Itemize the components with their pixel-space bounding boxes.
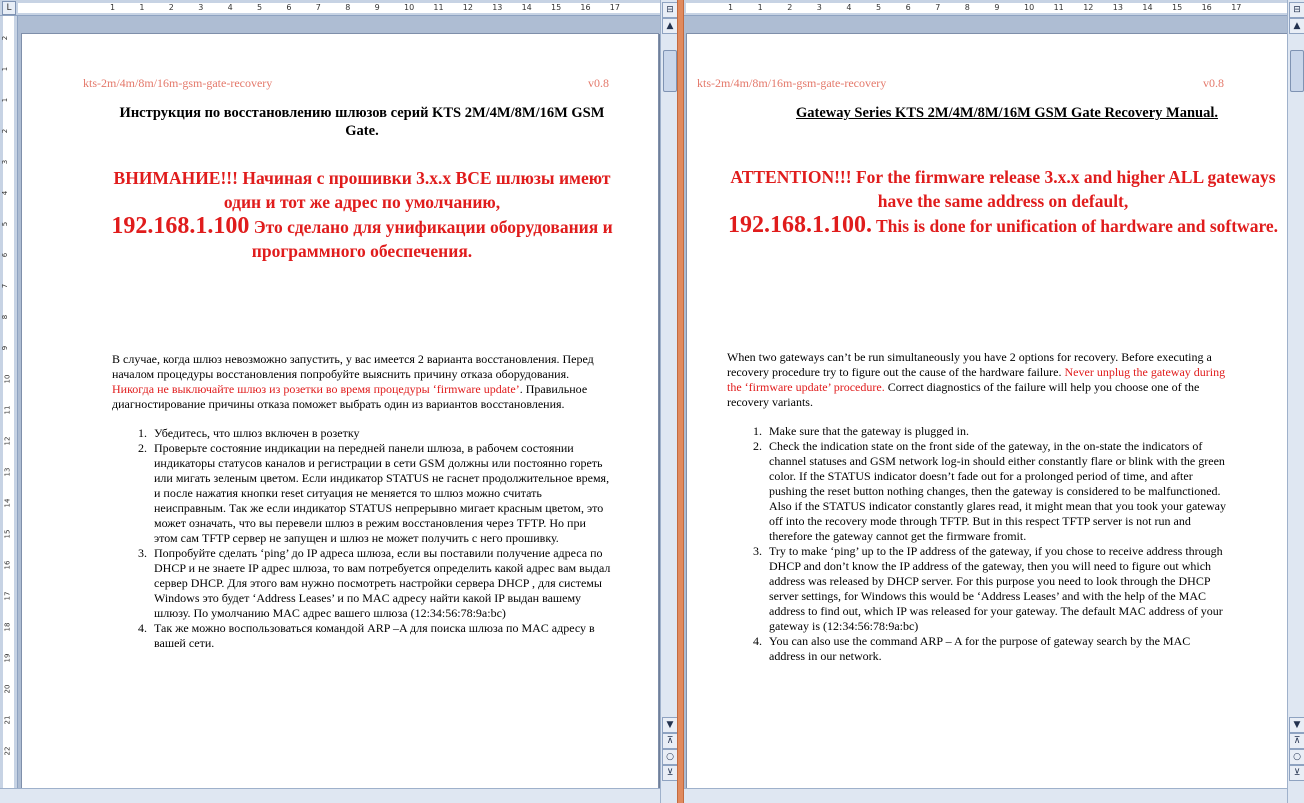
ruler-number: 1 — [1, 97, 10, 103]
ruler-number: 3 — [816, 3, 822, 12]
scroll-down-button[interactable]: ▼ — [662, 717, 677, 733]
ruler-number: 7 — [1, 283, 10, 289]
page-header-left: kts-2m/4m/8m/16m-gsm-gate-recovery — [83, 76, 273, 90]
attention-text-2: Это сделано для унификации оборудования и программного обеспечения. — [249, 217, 613, 261]
ruler-number: 2 — [787, 3, 793, 12]
attention-block — [723, 165, 1283, 238]
ruler-number: 16 — [580, 3, 591, 12]
ruler-number: 17 — [609, 3, 620, 12]
document-body — [727, 350, 1227, 664]
document-page[interactable] — [21, 33, 659, 795]
horizontal-scrollbar[interactable] — [0, 788, 660, 803]
attention-text: ВНИМАНИЕ!!! Начиная с прошивки 3.x.x ВСЕ шлюзы имеют один и тот же адрес по умолчанию, — [113, 168, 611, 212]
list-item: 4. You can also use the command ARP – A for the purpose of gateway search by the MAC address in our network. — [765, 634, 1227, 664]
horizontal-ruler[interactable] — [684, 0, 1287, 16]
ruler-number: 9 — [1, 345, 10, 351]
ruler-number: 22 — [3, 746, 12, 756]
split-box-icon[interactable]: ⊟ — [1289, 2, 1304, 18]
ruler-number: 6 — [905, 3, 911, 12]
vertical-scrollbar[interactable] — [660, 0, 677, 803]
ruler-number: 4 — [227, 3, 233, 12]
scroll-thumb[interactable] — [1290, 50, 1304, 92]
horizontal-scrollbar[interactable] — [684, 788, 1287, 803]
ruler-number: 13 — [3, 467, 12, 477]
ruler-number: 8 — [345, 3, 351, 12]
previous-page-button[interactable]: ⊼ — [662, 733, 677, 749]
list-item: 3. Попробуйте сделать ‘ping’ до IP адреса шлюза, если вы поставили получение адреса по DHCP и не знаете IP адрес шлюза, то вам потребуется определить какой адрес вам выдал сервер DHCP. Для этого вам нужно посмотреть настройки сервера DHCP , для системы Windows это будет ‘Address Leases’ и по MAC адресу найти какой IP выдан вашему шлюзу. По умолчанию MAC адрес вашего шлюза (12:34:56:78:9a:bc) — [150, 546, 612, 621]
ruler-number: 21 — [3, 715, 12, 725]
list-item: 4. Так же можно воспользоваться командой ARP –A для поиска шлюза по MAC адресу в вашей сети. — [150, 621, 612, 651]
ruler-number: 1 — [139, 3, 145, 12]
next-page-button[interactable]: ⊻ — [1289, 765, 1304, 781]
list-item: 1. Make sure that the gateway is plugged in. — [765, 424, 1227, 439]
ruler-number: 10 — [1024, 3, 1035, 12]
tab-selector-button[interactable]: L — [2, 1, 16, 15]
ruler-number: 16 — [1201, 3, 1212, 12]
ruler-number: 7 — [315, 3, 321, 12]
ruler-number: 5 — [876, 3, 882, 12]
document-page[interactable] — [686, 33, 1304, 795]
scroll-thumb[interactable] — [663, 50, 677, 92]
ruler-number: 2 — [168, 3, 174, 12]
ruler-number: 5 — [257, 3, 263, 12]
right-document-pane[interactable] — [684, 0, 1304, 803]
page-header-left: kts-2m/4m/8m/16m-gsm-gate-recovery — [697, 76, 887, 90]
ruler-number: 17 — [3, 591, 12, 601]
document-body — [112, 352, 612, 651]
ruler-number: 20 — [3, 684, 12, 694]
ruler-number: 6 — [1, 252, 10, 258]
ruler-number: 3 — [1, 159, 10, 165]
select-browse-object-button[interactable]: ○ — [662, 749, 677, 765]
ruler-number: 14 — [3, 498, 12, 508]
attention-text-2: This is done for unification of hardware and software. — [871, 216, 1279, 236]
ruler-number: 7 — [935, 3, 941, 12]
vertical-ruler[interactable] — [0, 16, 18, 789]
scroll-up-button[interactable]: ▲ — [662, 18, 677, 34]
steps-list — [727, 424, 1227, 664]
ruler-number: 1 — [1, 66, 10, 72]
warning-text: Never unplug the gateway during the ‘firmware update’ procedure. — [727, 365, 1226, 394]
previous-page-button[interactable]: ⊼ — [1289, 733, 1304, 749]
ruler-number: 11 — [433, 3, 444, 12]
intro-text-end: Correct diagnostics of the failure will help you choose one of the recovery variants. — [727, 380, 1200, 409]
ruler-scale — [686, 3, 1287, 13]
ip-address: 192.168.1.100. — [727, 212, 872, 238]
ruler-number: 14 — [1142, 3, 1153, 12]
scroll-down-button[interactable]: ▼ — [1289, 717, 1304, 733]
intro-paragraph — [727, 350, 1227, 410]
ruler-number: 15 — [1172, 3, 1183, 12]
attention-text: ATTENTION!!! For the firmware release 3.x.x and higher ALL gateways have the same address on default, — [730, 167, 1276, 211]
ruler-number: 12 — [1083, 3, 1094, 12]
horizontal-ruler[interactable] — [0, 0, 660, 16]
intro-text-end: . Правильное диагностирование причины отказа поможет выбрать один из вариантов восстановления. — [112, 382, 588, 411]
ruler-number: 19 — [3, 653, 12, 663]
page-header-right: v0.8 — [1203, 76, 1224, 90]
scroll-up-button[interactable]: ▲ — [1289, 18, 1304, 34]
next-page-button[interactable]: ⊻ — [662, 765, 677, 781]
window-splitter[interactable] — [677, 0, 684, 803]
ruler-number: 5 — [1, 221, 10, 227]
document-title: Gateway Series KTS 2M/4M/8M/16M GSM Gate Recovery Manual. — [795, 105, 1219, 121]
page-header-right: v0.8 — [588, 76, 609, 90]
document-title: Инструкция по восстановлению шлюзов серий KTS 2M/4M/8M/16M GSM Gate. — [119, 105, 605, 139]
ruler-number: 2 — [1, 128, 10, 134]
ruler-number: 11 — [3, 405, 12, 415]
ruler-number: 3 — [198, 3, 204, 12]
ruler-number: 10 — [404, 3, 415, 12]
ruler-number: 1 — [728, 3, 734, 12]
intro-text: В случае, когда шлюз невозможно запустить, у вас имеется 2 варианта восстановления. Перед началом процедуры восстановления попробуйте выяснить причину отказа оборудования. — [112, 352, 594, 381]
ruler-number: 13 — [1112, 3, 1123, 12]
steps-list — [112, 426, 612, 651]
ruler-number: 6 — [286, 3, 292, 12]
ruler-number: 1 — [110, 3, 116, 12]
vertical-scrollbar[interactable] — [1287, 0, 1304, 803]
ruler-number: 2 — [1, 35, 10, 41]
warning-text: Никогда не выключайте шлюз из розетки во время процедуры ‘firmware update’ — [112, 382, 520, 396]
list-item: 1. Убедитесь, что шлюз включен в розетку — [150, 426, 612, 441]
intro-text: When two gateways can’t be run simultaneously you have 2 options for recovery. Before executing a recovery procedure try to figure out the cause of the hardware failure. — [727, 350, 1212, 379]
ip-address: 192.168.1.100 — [111, 213, 250, 239]
ruler-number: 12 — [3, 436, 12, 446]
list-item: 2. Check the indication state on the front side of the gateway, in the on-state the indicators of channel statuses and GSM network log-in should either constantly flare or blink with the green color. If the STATUS indicator doesn’t fade out for a prolonged period of time, and after pushing the reset button nothing changes, then the gateway is considered to be malfunctioned. Also if the STATUS indicator constantly glares read, it might mean that you took your gateway off into the recovery mode through TFTP. But in this respect TFTP server is not run and therefore the gateway cannot get the firmware fromit. — [765, 439, 1227, 544]
ruler-number: 8 — [964, 3, 970, 12]
split-box-icon[interactable]: ⊟ — [662, 2, 677, 18]
ruler-number: 17 — [1231, 3, 1242, 12]
attention-block — [102, 166, 622, 263]
select-browse-object-button[interactable]: ○ — [1289, 749, 1304, 765]
ruler-number: 4 — [1, 190, 10, 196]
ruler-number: 9 — [374, 3, 380, 12]
ruler-number: 11 — [1053, 3, 1064, 12]
ruler-number: 15 — [551, 3, 562, 12]
ruler-number: 12 — [462, 3, 473, 12]
ruler-number: 18 — [3, 622, 12, 632]
ruler-number: 1 — [757, 3, 763, 12]
list-item: 2. Проверьте состояние индикации на передней панели шлюза, в рабочем состоянии индикаторы статусов каналов и регистрации в сети GSM должны или постоянно гореть или мигать зеленым цветом. Если индикатор STATUS не гаснет продолжительное время, и после нажатия кнопки reset ситуация не меняется то шлюз можно считать неисправным. Так же если индикатор STATUS непрерывно мигает красным цветом, это может означать, что вы перевели шлюз в режим восстановления через TFTP. Но при этом сам TFTP сервер не запущен и шлюз не может получить с него прошивку. — [150, 441, 612, 546]
ruler-number: 8 — [1, 314, 10, 320]
ruler-number: 4 — [846, 3, 852, 12]
ruler-number: 14 — [521, 3, 532, 12]
intro-paragraph — [112, 352, 612, 412]
ruler-number: 13 — [492, 3, 503, 12]
ruler-number: 9 — [994, 3, 1000, 12]
ruler-number: 10 — [3, 374, 12, 384]
ruler-number: 15 — [3, 529, 12, 539]
list-item: 3. Try to make ‘ping’ up to the IP address of the gateway, if you chose to receive address through DHCP and don’t know the IP address of the gateway, then you will need to figure out which address was released by DHCP server. For this purpose you need to look through the DHCP server settings, for Windows this would be ‘Address Leases’ and with the help of the MAC address to find out, which IP was released for your gateway. The default MAC address of your gateway is (12:34:56:78:9a:bc) — [765, 544, 1227, 634]
ruler-number: 16 — [3, 560, 12, 570]
